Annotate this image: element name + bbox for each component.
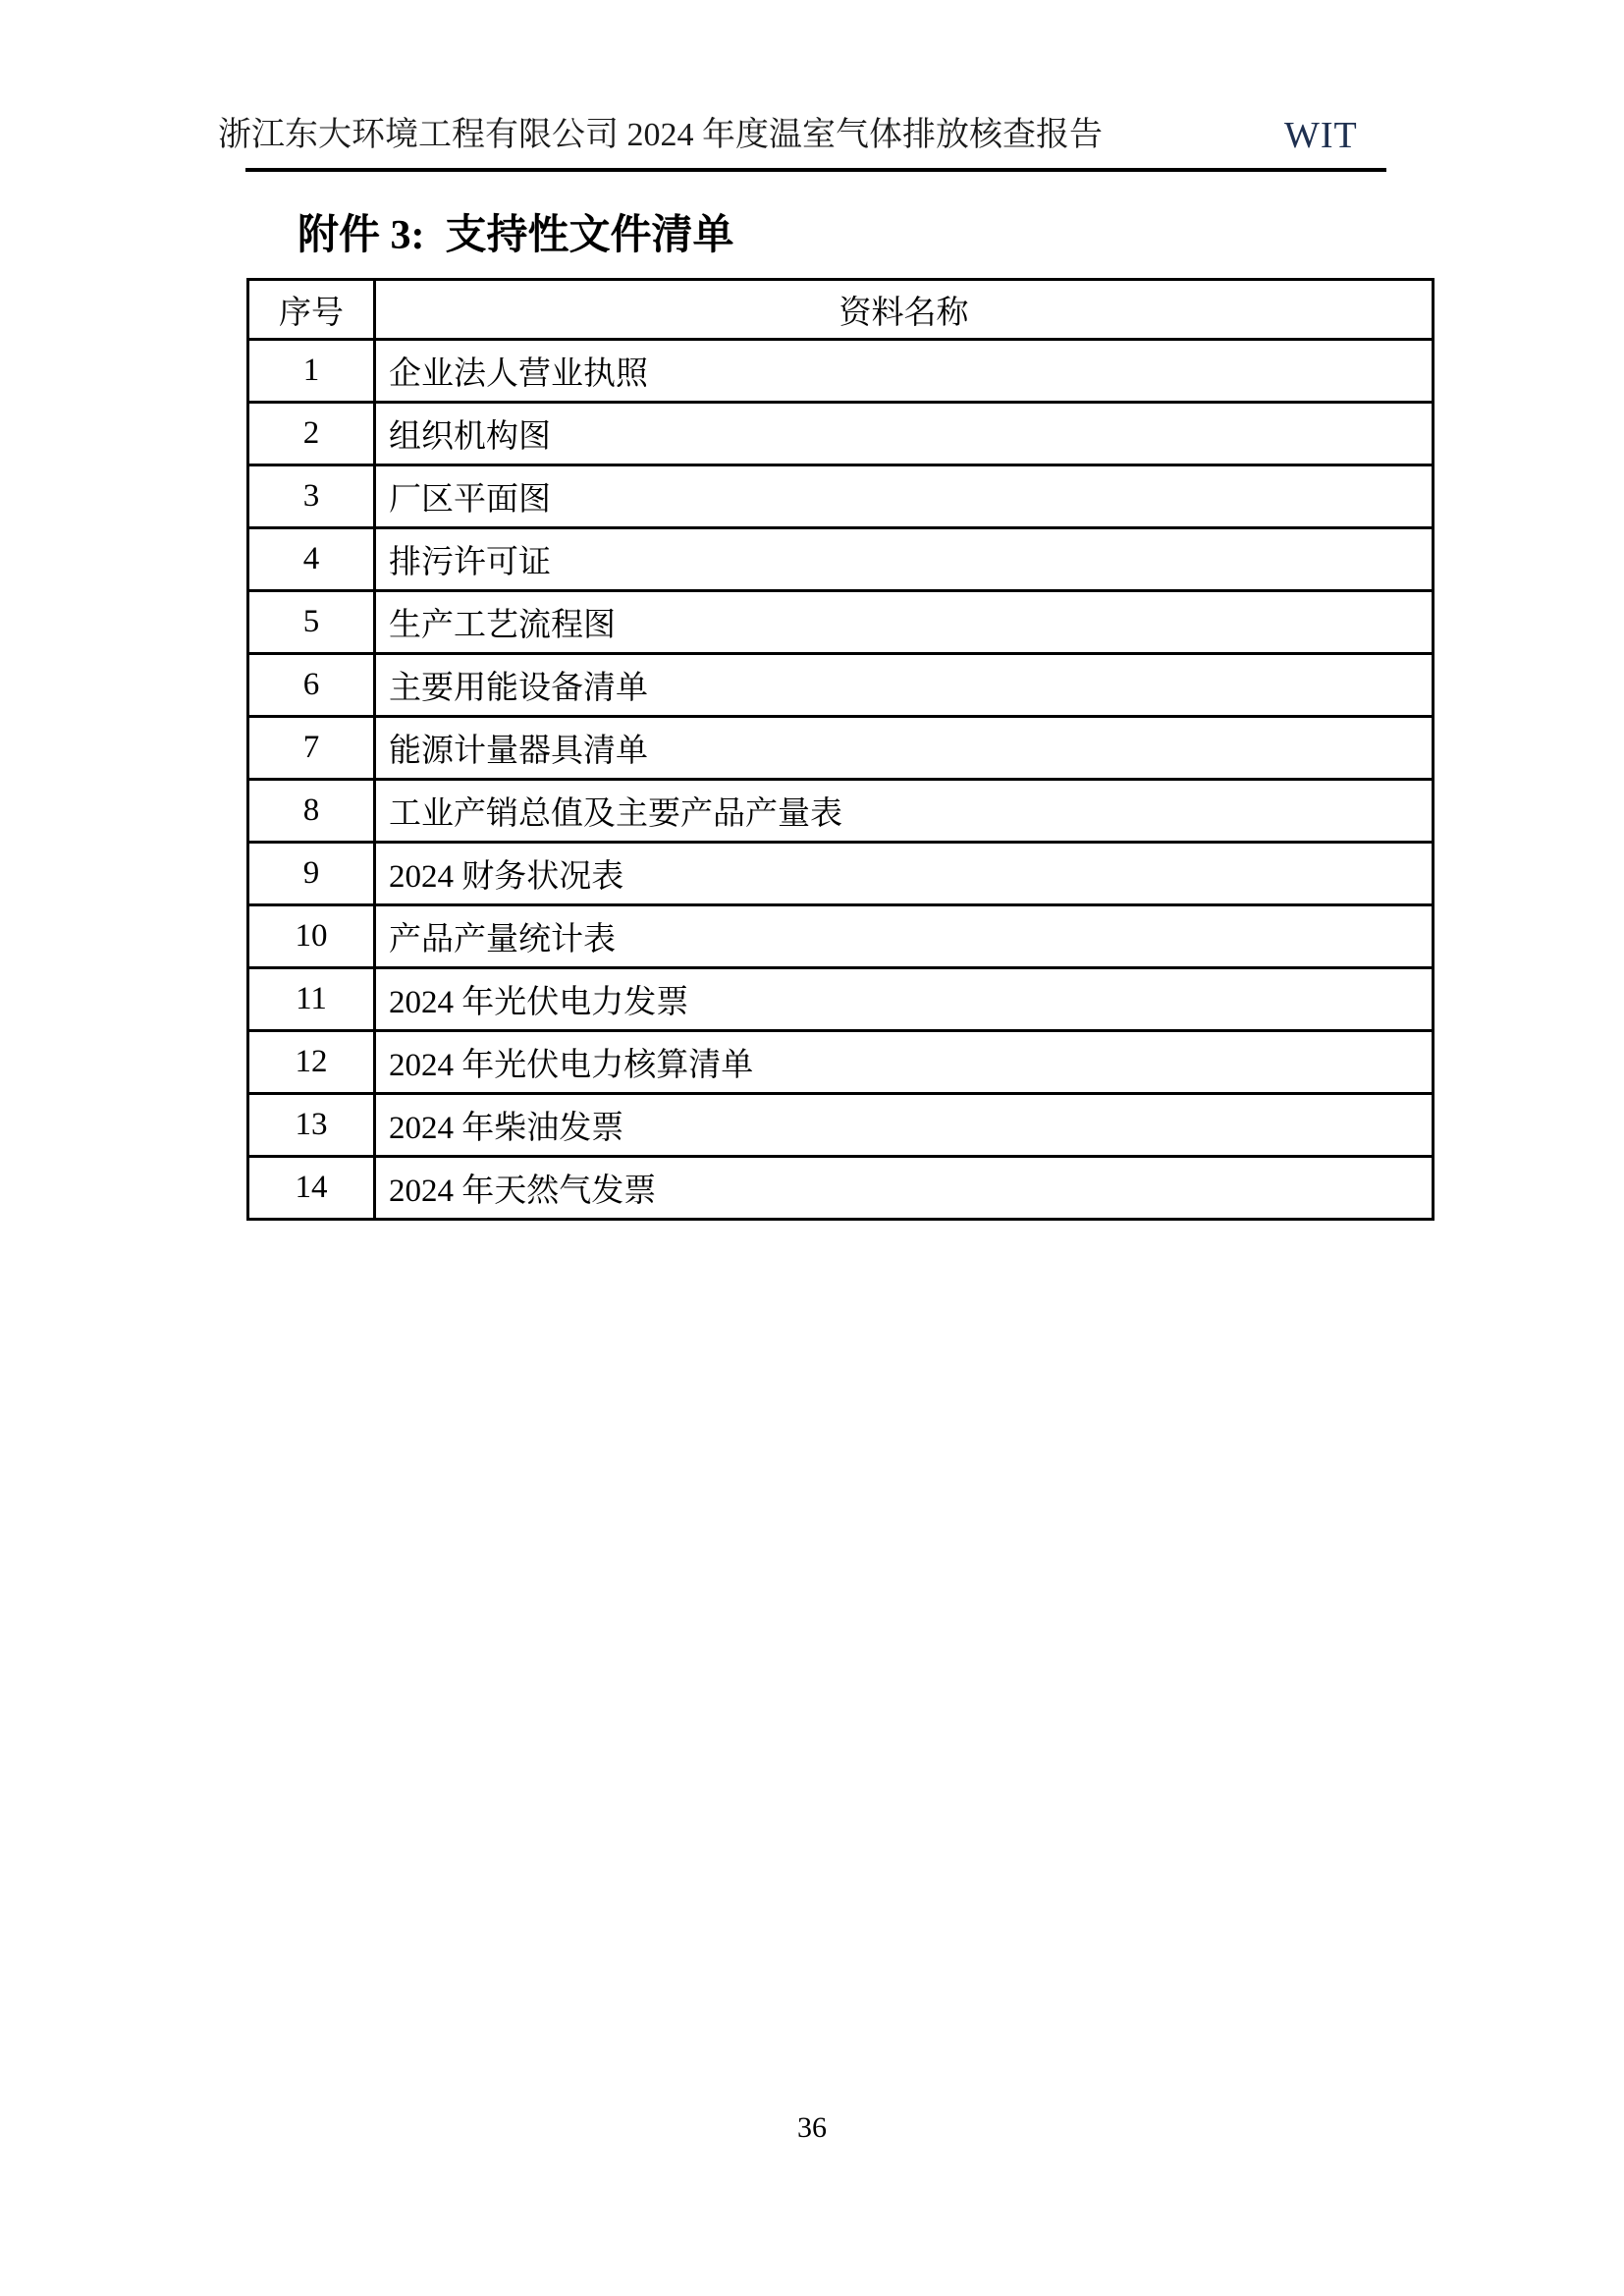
attachment-title: 附件 3: 支持性文件清单 — [298, 213, 734, 258]
document-name-cell: 企业法人营业执照 — [375, 340, 1434, 403]
row-number-cell: 5 — [248, 591, 375, 654]
table-row — [248, 528, 1434, 591]
document-name-cell: 组织机构图 — [375, 403, 1434, 465]
row-number-cell: 3 — [248, 465, 375, 528]
report-header-title: 浙江东大环境工程有限公司 2024 年度温室气体排放核查报告 — [218, 117, 1103, 153]
row-number-cell: 2 — [248, 403, 375, 465]
document-name-cell: 产品产量统计表 — [375, 905, 1434, 968]
document-name-cell: 主要用能设备清单 — [375, 654, 1434, 717]
document-name-cell: 能源计量器具清单 — [375, 717, 1434, 780]
table-row — [248, 717, 1434, 780]
document-name-cell: 2024 年光伏电力发票 — [375, 968, 1434, 1031]
document-name-cell: 排污许可证 — [375, 528, 1434, 591]
row-number-cell: 13 — [248, 1094, 375, 1157]
document-name-cell: 2024 年光伏电力核算清单 — [375, 1031, 1434, 1094]
row-number-cell: 8 — [248, 780, 375, 843]
table-row — [248, 403, 1434, 465]
row-number-cell: 14 — [248, 1157, 375, 1220]
header-rule — [245, 168, 1386, 172]
document-name-cell: 2024 财务状况表 — [375, 843, 1434, 905]
document-name-cell: 2024 年柴油发票 — [375, 1094, 1434, 1157]
document-name-cell: 2024 年天然气发票 — [375, 1157, 1434, 1220]
page-number: 36 — [797, 2111, 827, 2144]
table-row — [248, 465, 1434, 528]
row-number-cell: 10 — [248, 905, 375, 968]
row-number-cell: 1 — [248, 340, 375, 403]
document-name-cell: 生产工艺流程图 — [375, 591, 1434, 654]
column-header-no: 序号 — [248, 280, 375, 340]
table-row — [248, 1157, 1434, 1220]
row-number-cell: 7 — [248, 717, 375, 780]
row-number-cell: 6 — [248, 654, 375, 717]
table-row — [248, 340, 1434, 403]
table-row — [248, 1031, 1434, 1094]
row-number-cell: 12 — [248, 1031, 375, 1094]
row-number-cell: 4 — [248, 528, 375, 591]
supporting-documents-table — [246, 278, 1435, 1221]
row-number-cell: 11 — [248, 968, 375, 1031]
column-header-name: 资料名称 — [375, 280, 1434, 340]
wit-logo: WIT — [1284, 115, 1358, 156]
table-row — [248, 1094, 1434, 1157]
table-row — [248, 654, 1434, 717]
document-name-cell: 工业产销总值及主要产品产量表 — [375, 780, 1434, 843]
row-number-cell: 9 — [248, 843, 375, 905]
table-row — [248, 905, 1434, 968]
table-row — [248, 591, 1434, 654]
table-header-row — [248, 280, 1434, 340]
table-row — [248, 780, 1434, 843]
table-row — [248, 843, 1434, 905]
document-name-cell: 厂区平面图 — [375, 465, 1434, 528]
table-row — [248, 968, 1434, 1031]
